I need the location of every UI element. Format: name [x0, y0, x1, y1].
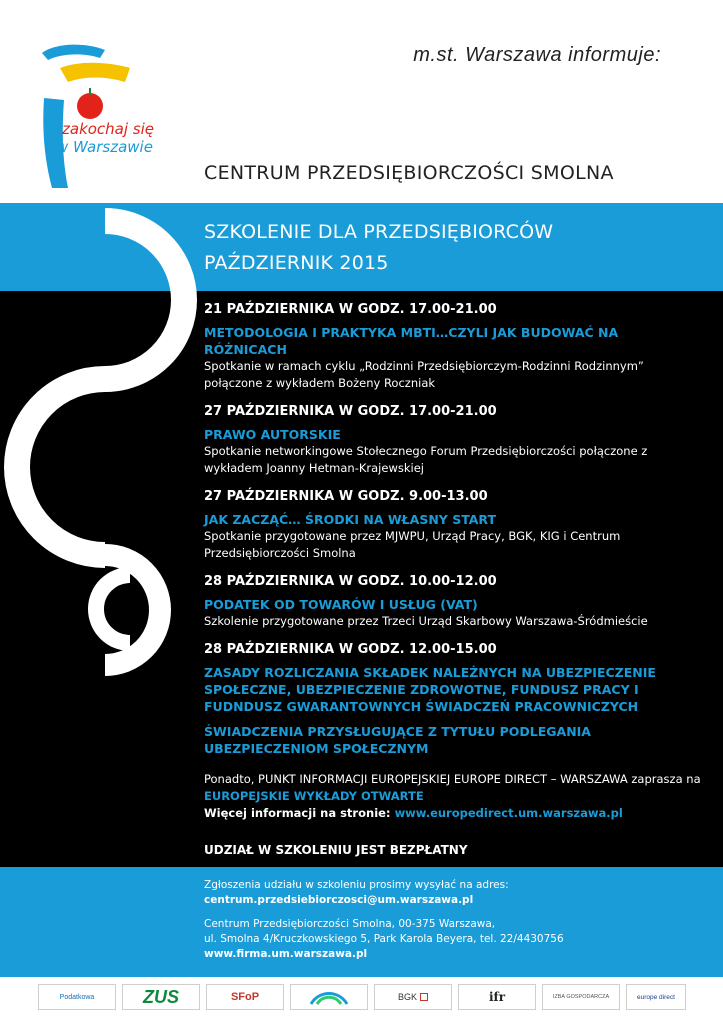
contact-address2: ul. Smolna 4/Kruczkowskiego 5, Park Karola Beyera, tel. 22/4430756 [204, 933, 564, 945]
extra-line1: Ponadto, PUNKT INFORMACJI EUROPEJSKIEJ EUROPE DIRECT – WARSZAWA zaprasza na [204, 772, 701, 786]
logo-line1: zakochaj się [62, 120, 155, 138]
more-info [204, 805, 704, 822]
event-topic: PRAWO AUTORSKIE [204, 427, 341, 442]
contact-line1: Zgłoszenia udziału w szkoleniu prosimy wysyłać na adres: [204, 879, 509, 891]
europe-direct-link[interactable]: www.europedirect.um.warszawa.pl [394, 806, 623, 820]
banner-line1: SZKOLENIE DLA PRZEDSIĘBIORCÓW [204, 221, 554, 243]
contact-info [204, 878, 704, 962]
event-topic-2: ŚWIADCZENIA PRZYSŁUGUJĄCE Z TYTUŁU PODLEGANIA UBEZPIECZENIOM SPOŁECZNYM [204, 724, 591, 756]
event-topic: JAK ZACZĄĆ… ŚRODKI NA WŁASNY START [204, 512, 497, 527]
open-lectures: EUROPEJSKIE WYKŁADY OTWARTE [204, 789, 424, 803]
informs-text: m.st. Warszawa informuje: [413, 44, 661, 66]
contact-address1: Centrum Przedsiębiorczości Smolna, 00-375 Warszawa, [204, 918, 496, 930]
decorative-arcs [0, 203, 200, 867]
event-date: 28 PAŹDZIERNIKA W GODZ. 12.00-15.00 [204, 642, 497, 657]
event-topic: PODATEK OD TOWARÓW I USŁUG (VAT) [204, 597, 478, 612]
zakochaj-logo [30, 38, 170, 193]
izba-skarbowa-logo: Podatkowa [38, 984, 116, 1010]
zus-logo: ZUS [122, 984, 200, 1010]
logo-line2: w Warszawie [56, 138, 153, 156]
event-5 [204, 641, 704, 757]
event-desc: Spotkanie w ramach cyklu „Rodzinni Przedsiębiorczym-Rodzinni Rodzinnym” połączone z wykładem Bożeny Roczniak [204, 359, 644, 390]
europe-direct-logo: europe direct [626, 984, 686, 1010]
event-desc: Szkolenie przygotowane przez Trzeci Urząd Skarbowy Warszawa-Śródmieście [204, 614, 648, 628]
free-participation: UDZIAŁ W SZKOLENIU JEST BEZPŁATNY [204, 843, 468, 857]
event-date: 27 PAŹDZIERNIKA W GODZ. 9.00-13.00 [204, 489, 488, 504]
partner-logos [0, 977, 723, 1024]
contact-email[interactable]: centrum.przedsiebiorczosci@um.warszawa.pl [204, 894, 474, 906]
contact-web[interactable]: www.firma.um.warszawa.pl [204, 948, 368, 960]
extra-info [204, 771, 704, 859]
event-topic: ZASADY ROZLICZANIA SKŁADEK NALEŻNYCH NA UBEZPIECZENIE SPOŁECZNE, UBEZPIECZENIE ZDROWOTNE, FUNDUSZ PRACY I FUDNDUSZ GWARANTOWNYCH ŚWIADCZEŃ PRACOWNICZYCH [204, 665, 656, 714]
ifr-logo: ifr [458, 984, 536, 1010]
org-title: CENTRUM PRZEDSIĘBIORCZOŚCI SMOLNA [204, 162, 614, 184]
mazowieckie-logo [290, 984, 368, 1010]
more-info-label: Więcej informacji na stronie: [204, 806, 391, 820]
event-4 [204, 573, 704, 630]
bgk-logo: BGK [374, 984, 452, 1010]
event-topic: METODOLOGIA I PRAKTYKA MBTI…CZYLI JAK BUDOWAĆ NA RÓŻNICACH [204, 325, 619, 357]
event-desc: Spotkanie networkingowe Stołecznego Forum Przedsiębiorczości połączone z wykładem Joanny Hetman-Krajewskiej [204, 444, 648, 475]
program-list [204, 301, 704, 859]
banner-line2: PAŹDZIERNIK 2015 [204, 252, 389, 274]
izba-gospodarcza-logo: IZBA GOSPODARCZA [542, 984, 620, 1010]
sfop-logo: SFoP [206, 984, 284, 1010]
banner-title [204, 217, 553, 279]
event-date: 21 PAŹDZIERNIKA W GODZ. 17.00-21.00 [204, 302, 497, 317]
event-date: 28 PAŹDZIERNIKA W GODZ. 10.00-12.00 [204, 574, 497, 589]
event-desc: Spotkanie przygotowane przez MJWPU, Urząd Pracy, BGK, KIG i Centrum Przedsiębiorczości Smolna [204, 529, 621, 560]
event-2 [204, 403, 704, 477]
event-3 [204, 488, 704, 562]
header [0, 0, 723, 203]
event-1 [204, 301, 704, 392]
event-date: 27 PAŹDZIERNIKA W GODZ. 17.00-21.00 [204, 404, 497, 419]
